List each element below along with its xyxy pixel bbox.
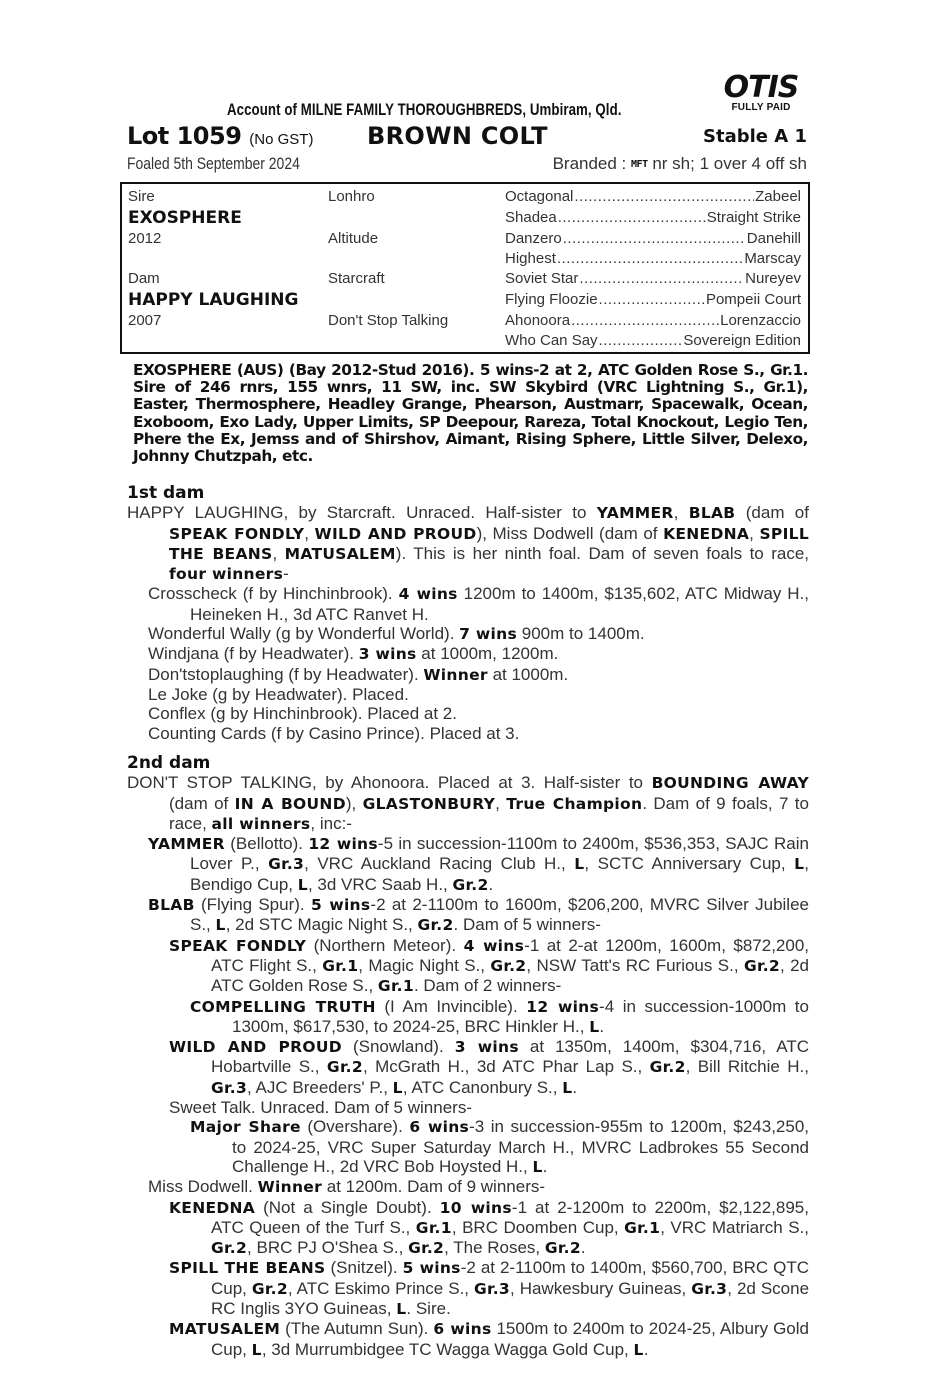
- emphasis-text: L: [251, 1340, 262, 1359]
- progeny-entry: [127, 1258, 809, 1319]
- dam-label: Dam: [128, 270, 160, 287]
- body-text: -1 at 2-at 1200m, 1600m, $872,200, ATC Flight S.,: [211, 935, 810, 975]
- progeny-entry: [127, 997, 809, 1038]
- body-text: 1200m to 1400m, $135,602, ATC Midway H., Heineken H., 3d ATC Ranvet H.: [190, 584, 810, 624]
- emphasis-text: Gr.2: [649, 1058, 686, 1077]
- gp-left: Ahonoora: [505, 312, 571, 329]
- emphasis-text: four winners: [169, 565, 284, 584]
- body-text: ), Miss Dodwell (dam of: [476, 523, 664, 543]
- gp-left: Soviet Star: [505, 270, 579, 287]
- body-text: , Bill Ritchie H.,: [685, 1057, 809, 1077]
- body-text: , AJC Breeders' P.,: [247, 1077, 393, 1097]
- body-text: at 1000m.: [487, 664, 569, 684]
- emphasis-text: KENEDNA: [169, 1198, 256, 1217]
- emphasis-text: 4 wins: [398, 585, 458, 604]
- emphasis-text: 3 wins: [358, 645, 417, 664]
- body-text: at 1350m, 1400m, $304,716, ATC Hobartville S.,: [211, 1037, 809, 1077]
- body-text: Wonderful Wally (g by Wonderful World).: [148, 624, 460, 644]
- progeny-entry: [127, 1037, 809, 1098]
- gp-left: Flying Floozie: [505, 291, 598, 308]
- leader-dots: [579, 270, 744, 287]
- gp-left: Shadea: [505, 209, 557, 226]
- emphasis-text: Gr.3: [473, 1279, 511, 1298]
- emphasis-text: Gr.2: [408, 1239, 445, 1258]
- emphasis-text: L: [215, 916, 226, 935]
- emphasis-text: 4 wins: [463, 936, 525, 955]
- emphasis-text: 5 wins: [310, 896, 371, 915]
- body-text: , inc:-: [310, 813, 352, 833]
- leader-dots: [599, 291, 705, 308]
- progeny-list: [127, 834, 809, 1360]
- leader-dots: [557, 250, 743, 267]
- body-text: -: [283, 564, 289, 584]
- emphasis-text: L: [396, 1300, 407, 1319]
- stable-location: Stable A 1: [703, 126, 807, 147]
- grandparent-row: [505, 209, 801, 226]
- progeny-entry: [127, 665, 809, 685]
- body-text: , 3d VRC Saab H.,: [307, 874, 453, 894]
- emphasis-text: BLAB: [148, 896, 195, 915]
- progeny-entry: [127, 1098, 809, 1117]
- body-text: Don'tstoplaughing (f by Headwater).: [148, 664, 424, 684]
- emphasis-text: L: [392, 1078, 403, 1097]
- dam-year: 2007: [128, 312, 162, 329]
- progeny-entry: [127, 724, 809, 743]
- body-text: . Sire.: [406, 1299, 451, 1319]
- body-text: (Bellotto).: [224, 834, 309, 854]
- emphasis-text: L: [794, 855, 805, 874]
- body-text: .: [643, 1339, 649, 1359]
- progeny-entry: [127, 685, 809, 704]
- body-text: at 1000m, 1200m.: [416, 644, 559, 664]
- body-text: -4 in succession-1000m to 1300m, $617,530, to 2024-25, BRC Hinkler H.,: [232, 996, 809, 1036]
- body-text: Counting Cards (f by Casino Prince). Placed at 3.: [148, 723, 520, 743]
- progeny-list: [127, 584, 809, 742]
- pedigree-table: [120, 182, 810, 354]
- emphasis-text: L: [589, 1017, 600, 1036]
- emphasis-text: WILD AND PROUD: [169, 1038, 342, 1057]
- emphasis-text: Gr.2: [490, 956, 527, 975]
- foaled-date: [127, 154, 338, 174]
- progeny-entry: [127, 704, 809, 723]
- emphasis-text: Major Share: [190, 1118, 301, 1137]
- emphasis-text: L: [532, 1157, 543, 1176]
- grandparent-row: [505, 270, 801, 287]
- otis-badge: [719, 70, 803, 113]
- emphasis-text: Gr.2: [211, 1239, 248, 1258]
- grandparent-row: [505, 332, 801, 349]
- grandparent-row: [505, 188, 801, 205]
- gp-right: Nureyev: [745, 270, 801, 287]
- progeny-entry: [127, 644, 809, 664]
- body-text: , NSW Tatt's RC Furious S.,: [526, 955, 744, 975]
- body-text: -2 at 2-1100m to 1600m, $206,200, MVRC Silver Jubilee S.,: [190, 895, 809, 935]
- emphasis-text: GLASTONBURY: [362, 794, 496, 813]
- emphasis-text: Gr.1: [377, 977, 414, 996]
- body-text: (Not a Single Doubt).: [255, 1197, 440, 1217]
- progeny-entry: [127, 624, 809, 644]
- body-text: , VRC Auckland Racing Club H.,: [304, 854, 575, 874]
- progeny-entry: [127, 1177, 809, 1197]
- body-text: , The Roses,: [444, 1238, 545, 1258]
- body-text: , 2d ATC Golden Rose S.,: [211, 955, 810, 996]
- emphasis-text: 12 wins: [526, 997, 600, 1016]
- emphasis-text: COMPELLING TRUTH: [190, 997, 376, 1016]
- body-text: -1 at 2-1200m to 2200m, $2,122,895, ATC Queen of the Turf S.,: [211, 1197, 809, 1237]
- body-text: .: [542, 1156, 548, 1176]
- gp-right: Danehill: [746, 230, 801, 247]
- body-text: , 2d STC Magic Night S.,: [225, 915, 418, 935]
- emphasis-text: 3 wins: [454, 1038, 519, 1057]
- gp-right: Marscay: [744, 250, 801, 267]
- emphasis-text: Gr.2: [326, 1058, 363, 1077]
- body-text: Sweet Talk. Unraced. Dam of 5 winners-: [169, 1098, 472, 1118]
- emphasis-text: Gr.2: [743, 956, 780, 975]
- body-text: . Dam of 2 winners-: [413, 976, 562, 996]
- leader-dots: [599, 332, 683, 349]
- emphasis-text: IN A BOUND: [234, 794, 346, 813]
- body-text: .: [580, 1238, 586, 1258]
- body-text: ,: [495, 793, 507, 813]
- progeny-entry: [127, 936, 809, 997]
- gp-right: Zabeel: [755, 188, 801, 205]
- dam-dam: Don't Stop Talking: [328, 312, 449, 329]
- leader-dots: [558, 209, 706, 226]
- body-text: HAPPY LAUGHING, by Starcraft. Unraced. Half-sister to: [127, 503, 597, 523]
- sire-year: 2012: [128, 230, 162, 247]
- lot-number: [127, 122, 313, 150]
- body-text: (dam of: [169, 793, 235, 813]
- body-text: 900m to 1400m.: [517, 624, 645, 644]
- emphasis-text: L: [574, 855, 585, 874]
- emphasis-text: YAMMER: [596, 504, 674, 523]
- body-text: , 2d Scone RC Inglis 3YO Guineas,: [211, 1278, 810, 1319]
- progeny-entry: [127, 584, 809, 624]
- lot-description: BROWN COLT: [367, 122, 548, 150]
- body-text: , Bendigo Cup,: [190, 854, 809, 894]
- emphasis-text: L: [562, 1078, 573, 1097]
- gst-note: (No GST): [249, 131, 314, 148]
- body-text: (The Autumn Sun).: [280, 1319, 434, 1339]
- body-text: Miss Dodwell.: [148, 1177, 258, 1197]
- emphasis-text: Winner: [257, 1178, 323, 1197]
- progeny-entry: [127, 1319, 809, 1360]
- emphasis-text: SPEAK FONDLY: [169, 524, 305, 543]
- emphasis-text: 5 wins: [402, 1259, 461, 1278]
- sire-label: Sire: [128, 188, 155, 205]
- grandparent-row: [505, 291, 801, 308]
- emphasis-text: MATUSALEM: [284, 544, 396, 563]
- gp-left: Danzero: [505, 230, 562, 247]
- body-text: ,: [749, 523, 760, 543]
- body-text: . Dam of 9 foals, 7 to race,: [169, 793, 809, 833]
- body-text: (Flying Spur).: [194, 895, 311, 915]
- body-text: , VRC Matriarch S.,: [660, 1217, 809, 1237]
- emphasis-text: Gr.3: [268, 855, 305, 874]
- body-text: , ATC Eskimo Prince S.,: [287, 1278, 474, 1298]
- emphasis-text: 10 wins: [439, 1198, 512, 1217]
- body-text: (I Am Invincible).: [375, 996, 527, 1016]
- emphasis-text: Gr.3: [691, 1279, 728, 1298]
- body-text: , SCTC Anniversary Cup,: [584, 854, 795, 874]
- otis-status: FULLY PAID: [731, 102, 791, 113]
- emphasis-text: BLAB: [688, 504, 736, 523]
- emphasis-text: MATUSALEM: [169, 1320, 281, 1339]
- emphasis-text: Gr.2: [544, 1239, 581, 1258]
- emphasis-text: 6 wins: [409, 1118, 470, 1137]
- body-text: , 3d Murrumbidgee TC Wagga Wagga Gold Cup,: [261, 1339, 634, 1359]
- brand-info: [553, 154, 807, 174]
- body-text: (dam of: [735, 503, 809, 523]
- emphasis-text: WILD AND PROUD: [314, 524, 477, 543]
- progeny-entry: [127, 1117, 809, 1177]
- emphasis-text: 7 wins: [459, 625, 518, 644]
- body-text: (Snitzel).: [325, 1258, 403, 1278]
- brand-detail: nr sh; 1 over 4 off sh: [652, 154, 807, 173]
- body-text: , Hawkesbury Guineas,: [510, 1278, 692, 1298]
- body-text: .: [572, 1077, 578, 1097]
- body-text: Windjana (f by Headwater).: [148, 644, 359, 664]
- body-text: .: [599, 1016, 605, 1036]
- body-text: ,: [304, 523, 315, 543]
- second-dam-section: [127, 754, 809, 1360]
- emphasis-text: Gr.2: [417, 916, 454, 935]
- otis-logo-icon: OTIS: [723, 70, 799, 105]
- emphasis-text: Winner: [423, 665, 488, 684]
- emphasis-text: True Champion: [506, 794, 643, 813]
- section-heading: 2nd dam: [127, 753, 211, 773]
- dam-sire: Starcraft: [328, 270, 385, 287]
- body-text: (Overshare).: [300, 1117, 410, 1137]
- body-text: , BRC PJ O'Shea S.,: [247, 1238, 409, 1258]
- body-text: ,: [272, 543, 285, 563]
- sire-dam: Altitude: [328, 230, 379, 247]
- leader-dots: [574, 188, 754, 205]
- emphasis-text: SPEAK FONDLY: [169, 936, 307, 955]
- emphasis-text: Gr.2: [251, 1279, 288, 1298]
- leader-dots: [563, 230, 746, 247]
- emphasis-text: KENEDNA: [663, 524, 750, 543]
- body-text: ). This is her ninth foal. Dam of seven foals to race,: [395, 543, 809, 563]
- body-text: , McGrath H., 3d ATC Phar Lap S.,: [362, 1057, 650, 1077]
- body-text: .: [488, 874, 494, 894]
- body-text: , BRC Doomben Cup,: [451, 1217, 625, 1237]
- sire-sire: Lonhro: [328, 188, 375, 205]
- dam-intro: [127, 503, 809, 584]
- gp-left: Octagonal: [505, 188, 574, 205]
- foaled-text: Foaled 5th September 2024: [127, 154, 300, 173]
- dam-name: HAPPY LAUGHING: [128, 290, 299, 310]
- emphasis-text: L: [297, 875, 308, 894]
- grandparent-row: [505, 230, 801, 247]
- body-text: Le Joke (g by Headwater). Placed.: [148, 684, 409, 704]
- vendor-account: Account of MILNE FAMILY THOROUGHBREDS, Umbiram, Qld.: [227, 100, 622, 119]
- lot-label: Lot 1059: [127, 122, 242, 150]
- leader-dots: [571, 312, 719, 329]
- sire-summary: EXOSPHERE (AUS) (Bay 2012-Stud 2016). 5 wins-2 at 2, ATC Golden Rose S., Gr.1. Sire of 246 rnrs, 155 wnrs, 11 SW, inc. SW Skybird (VRC Lightning S., Gr.1), Easter, Thermosphere, Headley Grange, Phearson, Austmarr, Spacewalk, Ocean, Exoboom, Exo Lady, Upper Limits, SP Deepour, Rareza, Total Knockout, Legio Ten, Phere the Ex, Jemss and of Shirshov, Aimant, Rising Sphere, Little Silver, Delexo, Johnny Chutzpah, etc.: [133, 361, 808, 466]
- emphasis-text: BOUNDING AWAY: [651, 774, 809, 793]
- body-text: -2 at 2-1100m to 1400m, $560,700, BRC QTC Cup,: [211, 1258, 809, 1298]
- body-text: 1500m to 2400m to 2024-25, Albury Gold Cup,: [211, 1319, 809, 1359]
- emphasis-text: Gr.1: [624, 1218, 661, 1237]
- gp-right: Lorenzaccio: [720, 312, 801, 329]
- body-text: -5 in succession-1100m to 2400m, $536,353, SAJC Rain Lover P.,: [190, 834, 809, 874]
- progeny-entry: [127, 834, 809, 895]
- body-text: (Snowland).: [341, 1037, 455, 1057]
- body-text: Conflex (g by Hinchinbrook). Placed at 2.: [148, 704, 457, 724]
- emphasis-text: SPILL THE BEANS: [169, 524, 810, 563]
- emphasis-text: Gr.1: [322, 956, 359, 975]
- body-text: ,: [673, 503, 689, 523]
- gp-left: Highest: [505, 250, 556, 267]
- body-text: -3 in succession-955m to 1200m, $243,250, to 2024-25, VRC Super Saturday March H., MVRC Ladbrokes 55 Second Challenge H., 2d VRC Bob Hoysted H.,: [232, 1117, 810, 1176]
- gp-right: Pompeii Court: [705, 291, 801, 308]
- section-heading: 1st dam: [127, 483, 205, 503]
- branded-label: Branded :: [552, 154, 627, 173]
- grandparent-row: [505, 312, 801, 329]
- first-dam-section: [127, 484, 809, 743]
- gp-right: Sovereign Edition: [683, 332, 801, 349]
- body-text: . Dam of 5 winners-: [453, 915, 601, 935]
- progeny-entry: [127, 1198, 809, 1259]
- gp-right: Straight Strike: [706, 209, 801, 226]
- dam-intro: [127, 773, 809, 834]
- emphasis-text: YAMMER: [148, 835, 225, 854]
- emphasis-text: Gr.1: [415, 1218, 452, 1237]
- emphasis-text: L: [633, 1340, 644, 1359]
- lot-header: [127, 122, 809, 150]
- body-text: Crosscheck (f by Hinchinbrook).: [148, 584, 399, 604]
- brand-mark-icon: MFT: [631, 159, 648, 171]
- emphasis-text: 12 wins: [308, 835, 378, 854]
- emphasis-text: 6 wins: [433, 1320, 492, 1339]
- body-text: at 1200m. Dam of 9 winners-: [322, 1177, 546, 1197]
- body-text: DON'T STOP TALKING, by Ahonoora. Placed at 3. Half-sister to: [127, 773, 652, 793]
- emphasis-text: all winners: [211, 814, 311, 833]
- progeny-entry: [127, 895, 809, 936]
- emphasis-text: SPILL THE BEANS: [169, 1259, 326, 1278]
- grandparent-row: [505, 250, 801, 267]
- sire-name: EXOSPHERE: [128, 208, 242, 228]
- emphasis-text: Gr.2: [452, 875, 489, 894]
- emphasis-text: Gr.3: [211, 1078, 248, 1097]
- body-text: , Magic Night S.,: [358, 955, 491, 975]
- body-text: ),: [345, 793, 363, 813]
- body-text: , ATC Canonbury S.,: [402, 1077, 563, 1097]
- gp-left: Who Can Say: [505, 332, 598, 349]
- body-text: (Northern Meteor).: [306, 935, 464, 955]
